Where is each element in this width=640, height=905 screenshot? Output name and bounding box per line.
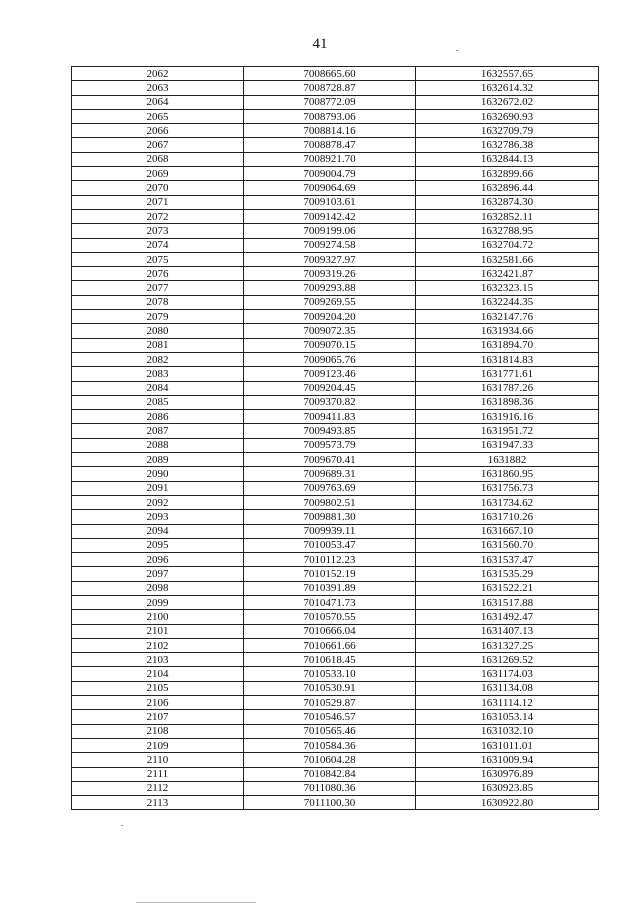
point-number-cell: 2107	[72, 710, 244, 724]
point-number-cell: 2078	[72, 295, 244, 309]
y-coordinate-cell: 1631009.94	[416, 753, 599, 767]
x-coordinate-cell: 7010661.66	[244, 638, 416, 652]
point-number-cell: 2113	[72, 796, 244, 810]
table-row	[72, 81, 599, 95]
point-number-cell: 2089	[72, 453, 244, 467]
table-row	[72, 595, 599, 609]
table-row	[72, 638, 599, 652]
y-coordinate-cell: 1630922.80	[416, 796, 599, 810]
table-row	[72, 681, 599, 695]
table-row	[72, 724, 599, 738]
point-number-cell: 2083	[72, 367, 244, 381]
scan-artifact	[121, 825, 123, 826]
table-row	[72, 738, 599, 752]
table-row	[72, 224, 599, 238]
point-number-cell: 2065	[72, 109, 244, 123]
x-coordinate-cell: 7010530.91	[244, 681, 416, 695]
table-row	[72, 653, 599, 667]
y-coordinate-cell: 1631916.16	[416, 410, 599, 424]
y-coordinate-cell: 1631898.36	[416, 395, 599, 409]
x-coordinate-cell: 7009274.58	[244, 238, 416, 252]
point-number-cell: 2096	[72, 553, 244, 567]
y-coordinate-cell: 1632899.66	[416, 167, 599, 181]
point-number-cell: 2066	[72, 124, 244, 138]
table-row	[72, 67, 599, 81]
point-number-cell: 2074	[72, 238, 244, 252]
point-number-cell: 2098	[72, 581, 244, 595]
x-coordinate-cell: 7009269.55	[244, 295, 416, 309]
point-number-cell: 2079	[72, 310, 244, 324]
y-coordinate-cell: 1631269.52	[416, 653, 599, 667]
y-coordinate-cell: 1631492.47	[416, 610, 599, 624]
x-coordinate-cell: 7009064.69	[244, 181, 416, 195]
x-coordinate-cell: 7009204.45	[244, 381, 416, 395]
table-row	[72, 310, 599, 324]
y-coordinate-cell: 1632896.44	[416, 181, 599, 195]
y-coordinate-cell: 1631537.47	[416, 553, 599, 567]
point-number-cell: 2091	[72, 481, 244, 495]
point-number-cell: 2082	[72, 352, 244, 366]
x-coordinate-cell: 7010391.89	[244, 581, 416, 595]
x-coordinate-cell: 7010529.87	[244, 696, 416, 710]
table-row	[72, 538, 599, 552]
y-coordinate-cell: 1630923.85	[416, 781, 599, 795]
x-coordinate-cell: 7010842.84	[244, 767, 416, 781]
point-number-cell: 2090	[72, 467, 244, 481]
table-row	[72, 267, 599, 281]
x-coordinate-cell: 7009802.51	[244, 495, 416, 509]
y-coordinate-cell: 1631710.26	[416, 510, 599, 524]
y-coordinate-cell: 1631032.10	[416, 724, 599, 738]
point-number-cell: 2095	[72, 538, 244, 552]
x-coordinate-cell: 7009370.82	[244, 395, 416, 409]
point-number-cell: 2069	[72, 167, 244, 181]
table-row	[72, 467, 599, 481]
x-coordinate-cell: 7009199.06	[244, 224, 416, 238]
table-row	[72, 767, 599, 781]
point-number-cell: 2076	[72, 267, 244, 281]
point-number-cell: 2062	[72, 67, 244, 81]
y-coordinate-cell: 1631327.25	[416, 638, 599, 652]
y-coordinate-cell: 1631114.12	[416, 696, 599, 710]
y-coordinate-cell: 1631787.26	[416, 381, 599, 395]
table-row	[72, 209, 599, 223]
table-row	[72, 352, 599, 366]
point-number-cell: 2068	[72, 152, 244, 166]
x-coordinate-cell: 7009411.83	[244, 410, 416, 424]
y-coordinate-cell: 1631560.70	[416, 538, 599, 552]
x-coordinate-cell: 7009939.11	[244, 524, 416, 538]
x-coordinate-cell: 7010152.19	[244, 567, 416, 581]
point-number-cell: 2073	[72, 224, 244, 238]
y-coordinate-cell: 1631407.13	[416, 624, 599, 638]
y-coordinate-cell: 1632323.15	[416, 281, 599, 295]
x-coordinate-cell: 7009763.69	[244, 481, 416, 495]
point-number-cell: 2081	[72, 338, 244, 352]
x-coordinate-cell: 7009319.26	[244, 267, 416, 281]
point-number-cell: 2080	[72, 324, 244, 338]
y-coordinate-cell: 1632704.72	[416, 238, 599, 252]
table-row	[72, 524, 599, 538]
point-number-cell: 2085	[72, 395, 244, 409]
x-coordinate-cell: 7010112.23	[244, 553, 416, 567]
point-number-cell: 2112	[72, 781, 244, 795]
x-coordinate-cell: 7008921.70	[244, 152, 416, 166]
y-coordinate-cell: 1631934.66	[416, 324, 599, 338]
y-coordinate-cell: 1632709.79	[416, 124, 599, 138]
point-number-cell: 2084	[72, 381, 244, 395]
x-coordinate-cell: 7009293.88	[244, 281, 416, 295]
y-coordinate-cell: 1632672.02	[416, 95, 599, 109]
y-coordinate-cell: 1632244.35	[416, 295, 599, 309]
table-row	[72, 710, 599, 724]
coordinates-table-body	[72, 67, 599, 810]
x-coordinate-cell: 7010604.28	[244, 753, 416, 767]
table-row	[72, 181, 599, 195]
table-row	[72, 167, 599, 181]
x-coordinate-cell: 7010471.73	[244, 595, 416, 609]
x-coordinate-cell: 7009072.35	[244, 324, 416, 338]
y-coordinate-cell: 1631667.10	[416, 524, 599, 538]
table-row	[72, 624, 599, 638]
y-coordinate-cell: 1631535.29	[416, 567, 599, 581]
point-number-cell: 2092	[72, 495, 244, 509]
x-coordinate-cell: 7009065.76	[244, 352, 416, 366]
point-number-cell: 2070	[72, 181, 244, 195]
table-row	[72, 610, 599, 624]
x-coordinate-cell: 7008793.06	[244, 109, 416, 123]
x-coordinate-cell: 7010584.36	[244, 738, 416, 752]
table-row	[72, 410, 599, 424]
point-number-cell: 2111	[72, 767, 244, 781]
x-coordinate-cell: 7008728.87	[244, 81, 416, 95]
x-coordinate-cell: 7010533.10	[244, 667, 416, 681]
x-coordinate-cell: 7009103.61	[244, 195, 416, 209]
y-coordinate-cell: 1632852.11	[416, 209, 599, 223]
y-coordinate-cell: 1631951.72	[416, 424, 599, 438]
table-row	[72, 510, 599, 524]
point-number-cell: 2104	[72, 667, 244, 681]
y-coordinate-cell: 1631947.33	[416, 438, 599, 452]
x-coordinate-cell: 7009070.15	[244, 338, 416, 352]
y-coordinate-cell: 1631860.95	[416, 467, 599, 481]
point-number-cell: 2094	[72, 524, 244, 538]
point-number-cell: 2102	[72, 638, 244, 652]
table-row	[72, 238, 599, 252]
point-number-cell: 2097	[72, 567, 244, 581]
scan-artifact	[456, 50, 458, 51]
point-number-cell: 2086	[72, 410, 244, 424]
point-number-cell: 2088	[72, 438, 244, 452]
x-coordinate-cell: 7009004.79	[244, 167, 416, 181]
table-row	[72, 195, 599, 209]
point-number-cell: 2093	[72, 510, 244, 524]
x-coordinate-cell: 7010053.47	[244, 538, 416, 552]
x-coordinate-cell: 7010546.57	[244, 710, 416, 724]
table-row	[72, 295, 599, 309]
x-coordinate-cell: 7011100.30	[244, 796, 416, 810]
y-coordinate-cell: 1632147.76	[416, 310, 599, 324]
point-number-cell: 2110	[72, 753, 244, 767]
x-coordinate-cell: 7009689.31	[244, 467, 416, 481]
y-coordinate-cell: 1631814.83	[416, 352, 599, 366]
y-coordinate-cell: 1631882	[416, 453, 599, 467]
y-coordinate-cell: 1631522.21	[416, 581, 599, 595]
point-number-cell: 2064	[72, 95, 244, 109]
x-coordinate-cell: 7008772.09	[244, 95, 416, 109]
table-row	[72, 553, 599, 567]
x-coordinate-cell: 7011080.36	[244, 781, 416, 795]
table-row	[72, 495, 599, 509]
x-coordinate-cell: 7008665.60	[244, 67, 416, 81]
x-coordinate-cell: 7009123.46	[244, 367, 416, 381]
x-coordinate-cell: 7008814.16	[244, 124, 416, 138]
x-coordinate-cell: 7010618.45	[244, 653, 416, 667]
point-number-cell: 2067	[72, 138, 244, 152]
x-coordinate-cell: 7009881.30	[244, 510, 416, 524]
x-coordinate-cell: 7010565.46	[244, 724, 416, 738]
point-number-cell: 2087	[72, 424, 244, 438]
table-row	[72, 453, 599, 467]
y-coordinate-cell: 1632557.65	[416, 67, 599, 81]
point-number-cell: 2071	[72, 195, 244, 209]
table-row	[72, 95, 599, 109]
y-coordinate-cell: 1632581.66	[416, 252, 599, 266]
point-number-cell: 2063	[72, 81, 244, 95]
y-coordinate-cell: 1631134.08	[416, 681, 599, 695]
x-coordinate-cell: 7009204.20	[244, 310, 416, 324]
point-number-cell: 2109	[72, 738, 244, 752]
x-coordinate-cell: 7009327.97	[244, 252, 416, 266]
y-coordinate-cell: 1632786.38	[416, 138, 599, 152]
point-number-cell: 2106	[72, 696, 244, 710]
x-coordinate-cell: 7009493.85	[244, 424, 416, 438]
point-number-cell: 2101	[72, 624, 244, 638]
y-coordinate-cell: 1630976.89	[416, 767, 599, 781]
y-coordinate-cell: 1631734.62	[416, 495, 599, 509]
point-number-cell: 2103	[72, 653, 244, 667]
table-row	[72, 109, 599, 123]
table-row	[72, 252, 599, 266]
coordinates-table	[71, 66, 599, 810]
y-coordinate-cell: 1631174.03	[416, 667, 599, 681]
point-number-cell: 2077	[72, 281, 244, 295]
y-coordinate-cell: 1631011.01	[416, 738, 599, 752]
x-coordinate-cell: 7008878.47	[244, 138, 416, 152]
table-row	[72, 324, 599, 338]
y-coordinate-cell: 1631771.61	[416, 367, 599, 381]
point-number-cell: 2108	[72, 724, 244, 738]
y-coordinate-cell: 1632421.87	[416, 267, 599, 281]
table-row	[72, 753, 599, 767]
point-number-cell: 2099	[72, 595, 244, 609]
table-row	[72, 438, 599, 452]
table-row	[72, 281, 599, 295]
table-row	[72, 381, 599, 395]
table-row	[72, 781, 599, 795]
point-number-cell: 2072	[72, 209, 244, 223]
y-coordinate-cell: 1631517.88	[416, 595, 599, 609]
y-coordinate-cell: 1631053.14	[416, 710, 599, 724]
scan-edge-line	[136, 902, 256, 903]
table-row	[72, 667, 599, 681]
y-coordinate-cell: 1632844.13	[416, 152, 599, 166]
y-coordinate-cell: 1631894.70	[416, 338, 599, 352]
x-coordinate-cell: 7009142.42	[244, 209, 416, 223]
y-coordinate-cell: 1631756.73	[416, 481, 599, 495]
table-row	[72, 796, 599, 810]
table-row	[72, 338, 599, 352]
coordinates-table-container	[71, 66, 598, 810]
y-coordinate-cell: 1632874.30	[416, 195, 599, 209]
table-row	[72, 581, 599, 595]
y-coordinate-cell: 1632614.32	[416, 81, 599, 95]
table-row	[72, 696, 599, 710]
x-coordinate-cell: 7009670.41	[244, 453, 416, 467]
y-coordinate-cell: 1632788.95	[416, 224, 599, 238]
table-row	[72, 152, 599, 166]
y-coordinate-cell: 1632690.93	[416, 109, 599, 123]
point-number-cell: 2075	[72, 252, 244, 266]
x-coordinate-cell: 7010570.55	[244, 610, 416, 624]
point-number-cell: 2100	[72, 610, 244, 624]
table-row	[72, 395, 599, 409]
table-row	[72, 124, 599, 138]
point-number-cell: 2105	[72, 681, 244, 695]
table-row	[72, 424, 599, 438]
page-number: 41	[312, 36, 328, 52]
x-coordinate-cell: 7010666.04	[244, 624, 416, 638]
x-coordinate-cell: 7009573.79	[244, 438, 416, 452]
table-row	[72, 138, 599, 152]
table-row	[72, 367, 599, 381]
table-row	[72, 567, 599, 581]
table-row	[72, 481, 599, 495]
